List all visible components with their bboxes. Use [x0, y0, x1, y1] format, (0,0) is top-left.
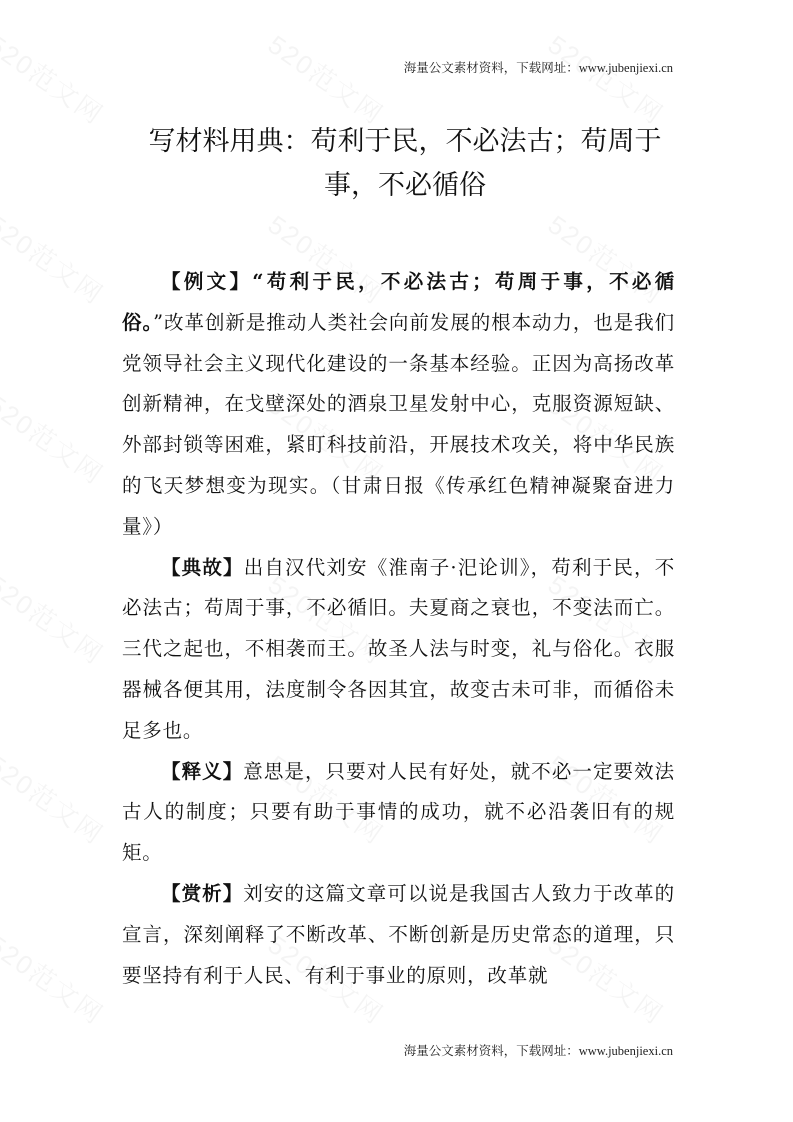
allusion-tag: 【典故】: [161, 555, 244, 579]
appreciation-paragraph: [122, 874, 675, 996]
document-title: [95, 120, 715, 208]
meaning-paragraph: [122, 752, 675, 874]
title-line-1: 写材料用典：苟利于民，不必法古；苟周于: [148, 126, 662, 157]
watermark: [0, 925, 112, 1032]
example-text: ”改革创新是推动人类社会向前发展的根本动力，也是我们党领导社会主义现代化建设的一条基本经验。正因为高扬改革创新精神，在戈壁深处的酒泉卫星发射中心，克服资源短缺、外部封锁等困难，紧盯科技前沿，开展技术攻关，将中华民族的飞天梦想变为现实。（甘肃日报《传承红色精神凝聚奋进力量》）: [122, 310, 675, 538]
meaning-tag: 【释义】: [161, 759, 244, 783]
appreciation-text: 刘安的这篇文章可以说是我国古人致力于改革的宣言，深刻阐释了不断改革、不断创新是历史常态的道理，只要坚持有利于人民、有利于事业的原则，改革就: [122, 881, 675, 987]
page-header: 海量公文素材资料，下载网址：www.jubenjiexi.cn: [403, 61, 673, 75]
meaning-text: 意思是，只要对人民有好处，就不必一定要效法古人的制度；只要有助于事情的成功，就不必沿袭旧有的规矩。: [122, 759, 675, 865]
allusion-text: 出自汉代刘安《淮南子·汜论训》，苟利于民，不必法古；苟周于事，不必循旧。夫夏商之衰也，不变法而亡。三代之起也，不相袭而王。故圣人法与时变，礼与俗化。衣服器械各便其用，法度制令各因其宜，故变古未可非，而循俗未足多也。: [122, 555, 675, 742]
watermark: [0, 385, 112, 492]
title-line-2: 事，不必循俗: [324, 170, 486, 201]
watermark: [0, 565, 112, 672]
example-tag: 【例文】: [161, 270, 253, 293]
watermark: [0, 745, 112, 852]
page-footer: 海量公文素材资料，下载网址：www.jubenjiexi.cn: [403, 1044, 673, 1058]
allusion-paragraph: [122, 548, 675, 752]
watermark: [0, 205, 112, 312]
appreciation-tag: 【赏析】: [161, 881, 244, 905]
example-quote: “苟利于民，不必法古；苟周于事，不必循俗。: [122, 270, 676, 334]
watermark: [0, 25, 112, 132]
example-paragraph: [122, 262, 675, 548]
watermark: [261, 25, 391, 132]
document-body: [122, 262, 675, 996]
watermark: [541, 25, 671, 132]
